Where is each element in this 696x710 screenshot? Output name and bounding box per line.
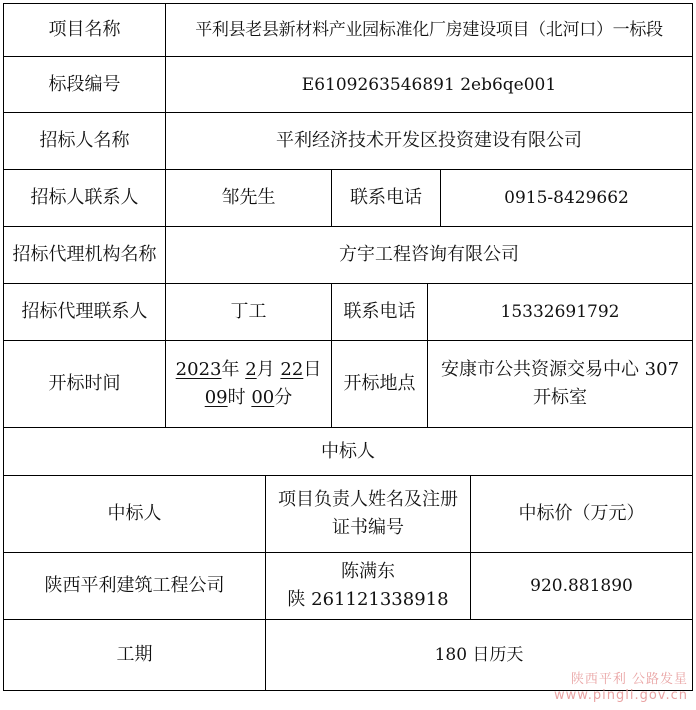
open-place-line2: 开标室: [533, 387, 587, 408]
agency-value: 方宇工程咨询有限公司: [165, 226, 693, 284]
winning-price: 920.881890: [470, 552, 693, 620]
project-name-value: 平利县老县新材料产业园标准化厂房建设项目（北河口）一标段: [165, 3, 693, 57]
duration-value: 180 日历天: [265, 619, 693, 691]
open-hour: 09: [204, 387, 228, 408]
manager-header: [265, 475, 471, 553]
tenderer-phone-label: 联系电话: [331, 169, 441, 227]
watermark: [554, 672, 688, 704]
manager-header-line2: 证书编号: [332, 517, 404, 538]
project-name-label: 项目名称: [3, 3, 166, 57]
manager-header-line1: 项目负责人姓名及注册: [278, 489, 458, 510]
duration-label: 工期: [3, 619, 266, 691]
open-clock-line: [205, 384, 293, 412]
open-place-label: 开标地点: [331, 340, 428, 428]
section-no-value: E6109263546891 2eb6qe001: [165, 56, 693, 113]
winner-section-title: 中标人: [3, 427, 693, 476]
watermark-line1: 陕西平利 公路发星: [570, 672, 688, 687]
price-header: 中标价（万元）: [470, 475, 693, 553]
open-day: 22: [280, 359, 304, 380]
open-minute: 00: [251, 387, 275, 408]
open-date-line: [176, 356, 322, 384]
agency-contact-label: 招标代理联系人: [3, 283, 166, 341]
watermark-line2: www.pingli.gov.cn: [554, 688, 688, 703]
open-year-unit: 年: [221, 359, 240, 380]
manager-cert: 陕 261121338918: [287, 589, 449, 610]
open-month-unit: 月: [256, 359, 275, 380]
tenderer-label: 招标人名称: [3, 112, 166, 170]
open-place-line1: 安康市公共资源交易中心 307: [440, 359, 680, 380]
open-month: 2: [245, 359, 257, 380]
open-place-value: [427, 340, 693, 428]
tenderer-phone-value: 0915-8429662: [440, 169, 693, 227]
agency-label: 招标代理机构名称: [3, 226, 166, 284]
tenderer-contact-label: 招标人联系人: [3, 169, 166, 227]
manager-name: 陈满东: [341, 561, 395, 582]
tenderer-value: 平利经济技术开发区投资建设有限公司: [165, 112, 693, 170]
winner-header: 中标人: [3, 475, 266, 553]
open-time-label: 开标时间: [3, 340, 166, 428]
open-time-value: [165, 340, 332, 428]
tenderer-contact-value: 邹先生: [165, 169, 332, 227]
winner-name: 陕西平利建筑工程公司: [3, 552, 266, 620]
open-day-unit: 日: [303, 359, 322, 380]
open-year: 2023: [175, 359, 222, 380]
agency-contact-value: 丁工: [165, 283, 332, 341]
section-no-label: 标段编号: [3, 56, 166, 113]
manager-cell: [265, 552, 471, 620]
agency-phone-label: 联系电话: [331, 283, 428, 341]
agency-phone-value: 15332691792: [427, 283, 693, 341]
open-hour-unit: 时: [227, 387, 246, 408]
open-minute-unit: 分: [274, 387, 293, 408]
